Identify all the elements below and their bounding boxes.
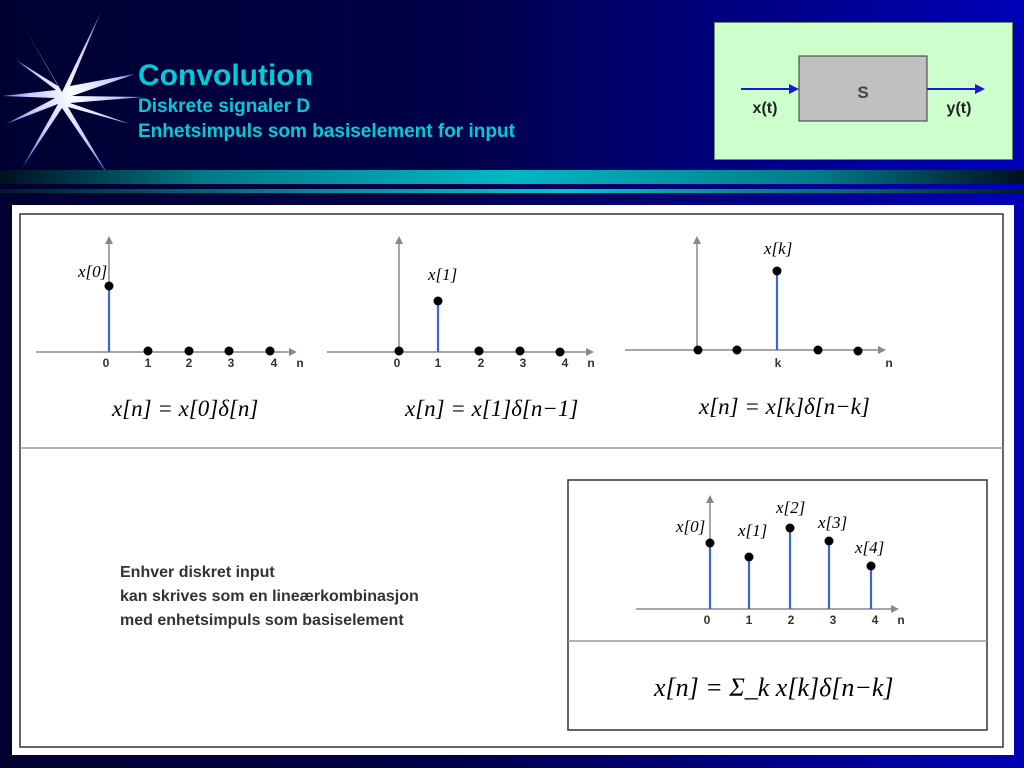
combined-tick: 4 xyxy=(871,613,879,627)
graph-1-tick: 4 xyxy=(270,356,278,370)
graph-2 xyxy=(327,238,595,421)
graph-2-tick: 3 xyxy=(519,356,527,370)
page-title: Convolution xyxy=(138,59,313,92)
graph-1-tick: 2 xyxy=(185,356,193,370)
system-block-diagram xyxy=(715,23,1012,159)
system-label: S xyxy=(857,83,869,102)
output-arrow-head xyxy=(975,84,985,94)
subtitle-2: Enhetsimpuls som basiselement for input xyxy=(138,121,515,142)
graph-3-axis-label: n xyxy=(885,356,893,370)
system-diagram xyxy=(714,22,1013,160)
graph-1-value-label: x[0] xyxy=(78,262,108,281)
content-diagram xyxy=(12,205,1014,755)
output-label: y(t) xyxy=(946,100,972,117)
graph-1-formula: x[n] = x[0]δ[n] xyxy=(112,396,259,421)
graph-3-impulse-point xyxy=(773,267,782,276)
star-burst-icon xyxy=(0,0,150,185)
combined-tick: 1 xyxy=(745,613,753,627)
graph-1-zero-point xyxy=(185,347,194,356)
title-block xyxy=(138,58,515,144)
header-stripe-thin xyxy=(0,189,1024,193)
graph-2-tick: 4 xyxy=(561,356,569,370)
graph-2-tick: 2 xyxy=(477,356,485,370)
combined-value-label: x[1] xyxy=(738,521,768,540)
explanation-line: med enhetsimpuls som basiselement xyxy=(120,612,404,629)
combined-point xyxy=(825,537,834,546)
graph-1-axis-label: n xyxy=(296,356,304,370)
graph-1 xyxy=(36,238,304,421)
combined-axis-label: n xyxy=(897,613,905,627)
combined-point xyxy=(786,524,795,533)
graph-2-value-label: x[1] xyxy=(428,265,458,284)
graph-3-tick: k xyxy=(774,356,782,370)
combined-tick: 2 xyxy=(787,613,795,627)
graph-1-impulse-point xyxy=(105,282,114,291)
graph-1-tick: 3 xyxy=(227,356,235,370)
header-stripe xyxy=(0,170,1024,184)
graph-2-impulse-point xyxy=(434,297,443,306)
graph-1-zero-point xyxy=(225,347,234,356)
graph-3 xyxy=(625,238,893,419)
explanation-line: Enhver diskret input xyxy=(120,564,275,581)
graph-1-zero-point xyxy=(266,347,275,356)
graph-3-zero-point xyxy=(854,347,863,356)
input-label: x(t) xyxy=(752,100,778,117)
graph-3-zero-point xyxy=(694,346,703,355)
combined-value-label: x[4] xyxy=(855,538,885,557)
combined-tick: 0 xyxy=(703,613,711,627)
graph-3-zero-point xyxy=(814,346,823,355)
content-panel xyxy=(12,205,1014,755)
graph-1-tick: 1 xyxy=(144,356,152,370)
graph-1-tick: 0 xyxy=(102,356,110,370)
graph-3-value-label: x[k] xyxy=(764,239,793,258)
combined-point xyxy=(867,562,876,571)
subtitle: Diskrete signaler D xyxy=(138,96,311,117)
explanation-text xyxy=(120,561,419,633)
combined-formula: x[n] = Σ_k x[k]δ[n−k] xyxy=(654,673,894,702)
graph-2-axis-label: n xyxy=(587,356,595,370)
combined-value-label: x[0] xyxy=(676,517,706,536)
combined-value-label: x[3] xyxy=(818,513,848,532)
combined-tick: 3 xyxy=(829,613,837,627)
graph-2-tick: 1 xyxy=(434,356,442,370)
graph-2-zero-point xyxy=(475,347,484,356)
combined-point xyxy=(745,553,754,562)
explanation-line: kan skrives som en lineærkombinasjon xyxy=(120,588,419,605)
graph-3-formula: x[n] = x[k]δ[n−k] xyxy=(699,394,870,419)
input-arrow-head xyxy=(789,84,799,94)
graph-2-zero-point xyxy=(395,347,404,356)
combined-value-label: x[2] xyxy=(776,498,806,517)
graph-1-zero-point xyxy=(144,347,153,356)
graph-2-formula: x[n] = x[1]δ[n−1] xyxy=(405,396,579,421)
graph-3-zero-point xyxy=(733,346,742,355)
graph-2-zero-point xyxy=(516,347,525,356)
combined-point xyxy=(706,539,715,548)
graph-2-tick: 0 xyxy=(393,356,401,370)
